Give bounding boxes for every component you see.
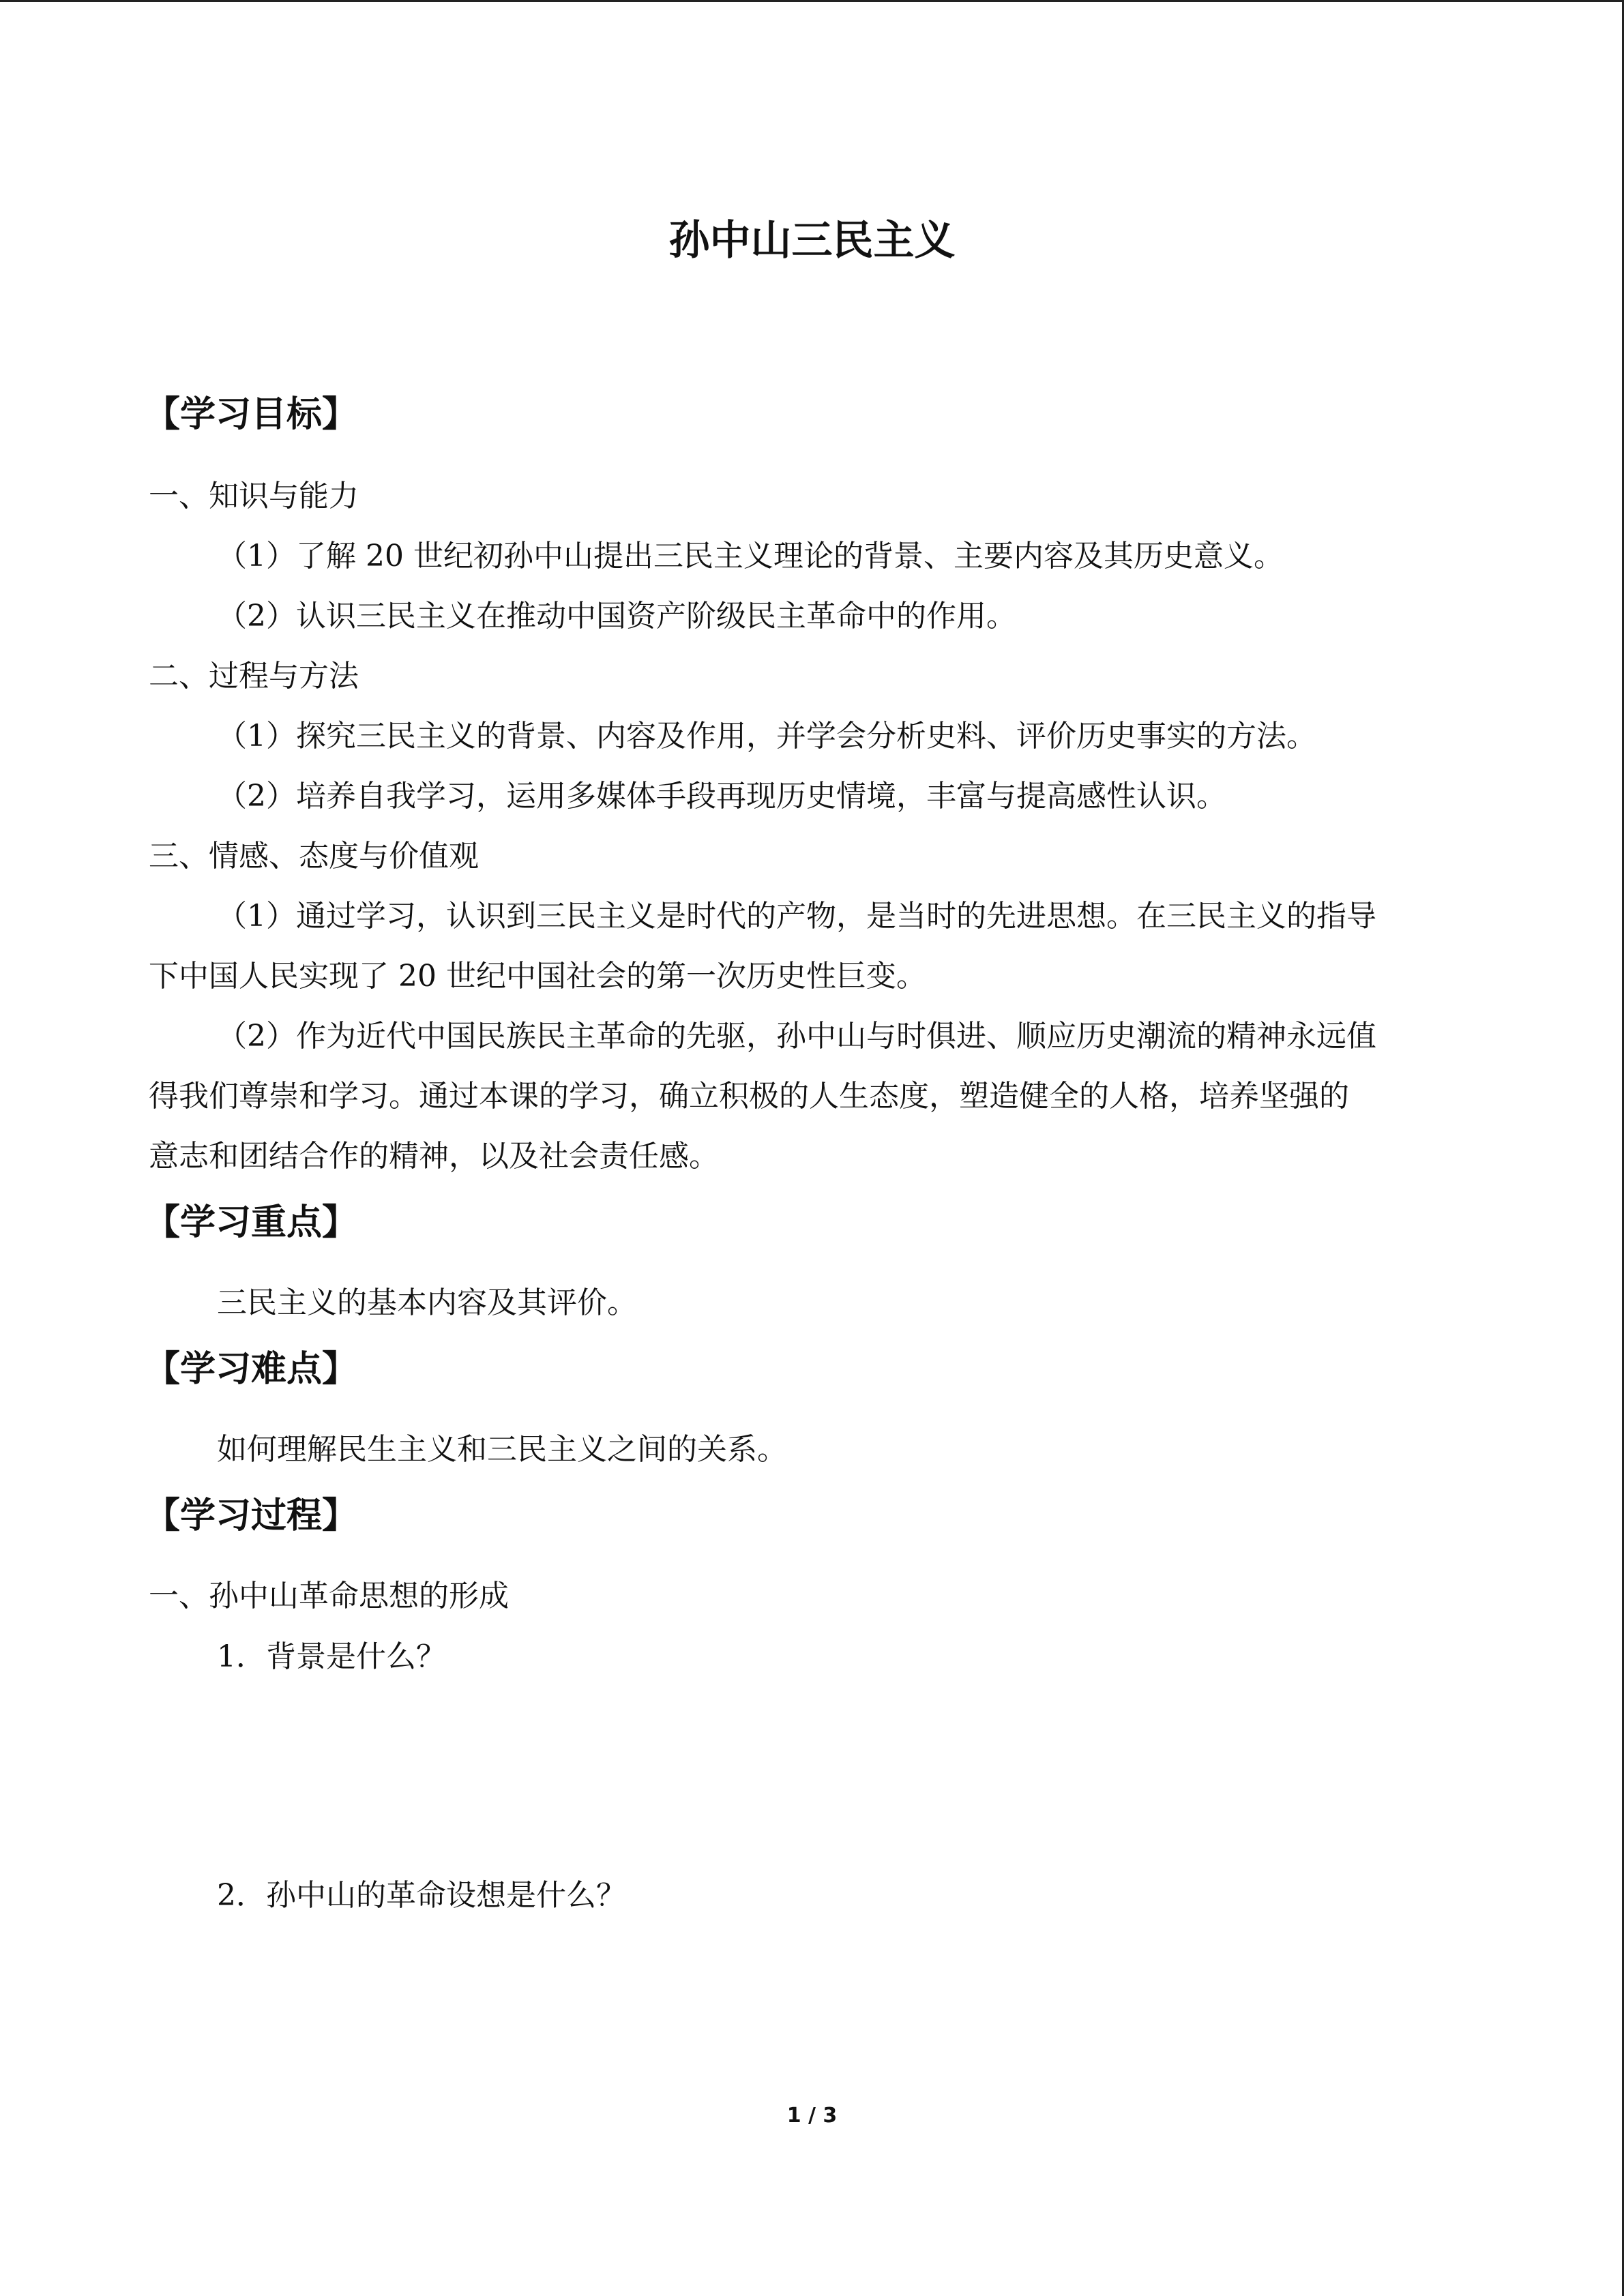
question-1: 1．背景是什么？ (217, 1639, 446, 1674)
page-number: 1 / 3 (786, 2104, 838, 2128)
values-label: 三、情感、态度与价值观 (149, 839, 479, 874)
document-title: 孙中山三民主义 (668, 217, 956, 265)
values-item-2-line-3: 意志和团结合作的精神，以及社会责任感。 (149, 1139, 719, 1174)
question-2: 2．孙中山的革命设想是什么？ (217, 1878, 626, 1913)
process-method-label: 二、过程与方法 (149, 659, 359, 694)
part-1-label: 一、孙中山革命思想的形成 (149, 1579, 509, 1613)
process-method-item-1: （1）探究三民主义的背景、内容及作用，并学会分析史料、评价历史事实的方法。 (217, 719, 1316, 754)
knowledge-label: 一、知识与能力 (149, 479, 359, 513)
process-method-item-2: （2）培养自我学习，运用多媒体手段再现历史情境，丰富与提高感性认识。 (217, 779, 1226, 814)
key-points-heading: 【学习重点】 (145, 1202, 358, 1243)
learning-process-heading: 【学习过程】 (145, 1495, 358, 1536)
difficulties-text: 如何理解民生主义和三民主义之间的关系。 (217, 1432, 787, 1467)
difficulties-heading: 【学习难点】 (145, 1349, 358, 1390)
values-item-2-line-2: 得我们尊崇和学习。通过本课的学习，确立积极的人生态度，塑造健全的人格，培养坚强的 (149, 1079, 1349, 1114)
knowledge-item-2: （2）认识三民主义在推动中国资产阶级民主革命中的作用。 (217, 599, 1016, 633)
knowledge-item-1: （1）了解 20 世纪初孙中山提出三民主义理论的背景、主要内容及其历史意义。 (217, 539, 1284, 573)
objectives-heading: 【学习目标】 (145, 394, 358, 435)
values-item-1-line-2: 下中国人民实现了 20 世纪中国社会的第一次历史性巨变。 (149, 959, 926, 994)
values-item-1-line-1: （1）通过学习，认识到三民主义是时代的产物，是当时的先进思想。在三民主义的指导 (217, 899, 1376, 934)
values-item-2-line-1: （2）作为近代中国民族民主革命的先驱，孙中山与时俱进、顺应历史潮流的精神永远值 (217, 1019, 1376, 1054)
key-points-text: 三民主义的基本内容及其评价。 (217, 1285, 637, 1320)
